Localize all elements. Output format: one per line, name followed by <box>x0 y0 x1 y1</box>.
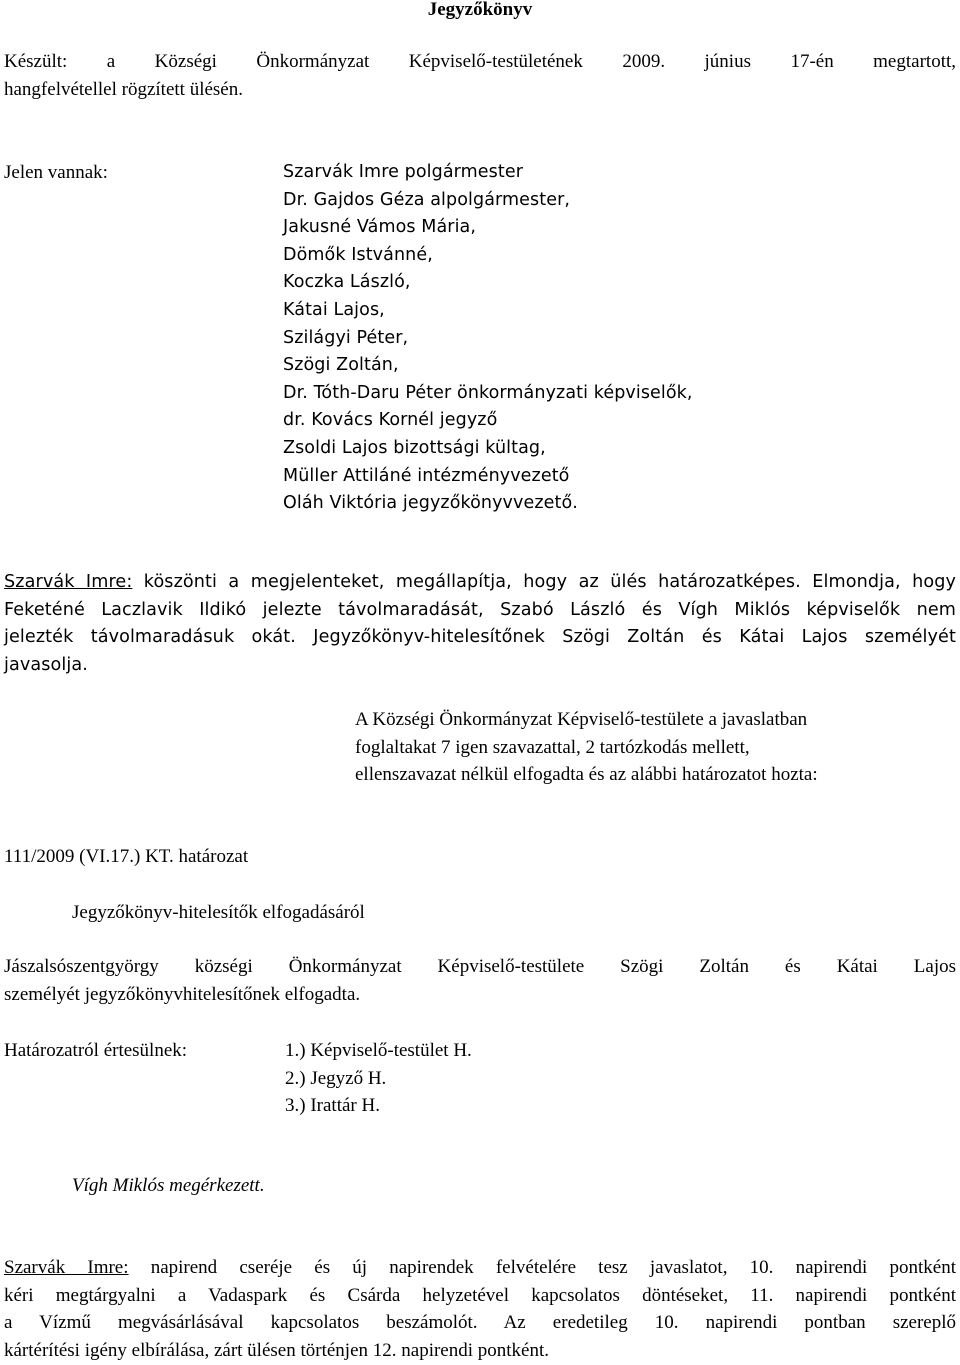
notified-list <box>285 1037 472 1120</box>
attendee-item: Zsoldi Lajos bizottsági kültag, <box>283 437 546 458</box>
decision-line: foglaltakat 7 igen szavazattal, 2 tartózkodás mellett, <box>355 736 750 758</box>
resolution-number: 111/2009 (VI.17.) KT. határozat <box>4 846 249 867</box>
attendee-item: dr. Kovács Kornél jegyző <box>283 410 498 431</box>
opening-line: javasolja. <box>4 655 88 676</box>
agenda-line: a Vízmű megvásárlásával kapcsolatos beszámolót. Az eredetileg 10. napirendi pontban szereplő <box>4 1312 956 1334</box>
opening-text: köszönti a megjelenteket, megállapítja, hogy az ülés határozatképes. Elmondja, hogy <box>132 572 956 592</box>
opening-line: Feketéné Laczlavik Ildikó jelezte távolmaradását, Szabó László és Vígh Miklós képviselők nem <box>4 599 956 620</box>
opening-paragraph <box>4 569 956 680</box>
resolution-line: Jászalsószentgyörgy községi Önkormányzat Képviselő-testülete Szögi Zoltán és Kátai Lajos <box>4 956 956 977</box>
attendee-item: Jakusné Vámos Mária, <box>283 217 477 238</box>
attendee-item: Dömők Istvánné, <box>283 244 433 265</box>
attendee-item: Szarvák Imre polgármester <box>283 162 523 182</box>
notified-item: 3.) Irattár H. <box>285 1095 380 1117</box>
notified-label: Határozatról értesülnek: <box>4 1040 188 1061</box>
attendee-item: Szögi Zoltán, <box>283 355 399 376</box>
agenda-paragraph <box>4 1254 956 1365</box>
decision-intro <box>355 706 818 789</box>
decision-line: A Községi Önkormányzat Képviselő-testülete a javaslatban <box>355 709 808 730</box>
opening-line <box>4 569 956 597</box>
attendee-item: Dr. Gajdos Géza alpolgármester, <box>283 189 571 210</box>
resolution-line: személyét jegyzőkönyvhitelesítőnek elfogadta. <box>4 983 361 1005</box>
agenda-line: kártérítési igény elbírálása, zárt ülésen történjen 12. napirendi pontként. <box>4 1340 549 1362</box>
speaker-name: Szarvák Imre: <box>4 1257 129 1278</box>
intro-paragraph <box>4 48 956 103</box>
attendee-item: Koczka László, <box>283 272 411 293</box>
intro-line: Készült: a Községi Önkormányzat Képviselő-testületének 2009. június 17-én megtartott, <box>4 51 956 72</box>
resolution-text <box>4 953 956 1008</box>
opening-line: jelezték távolmaradásuk okát. Jegyzőkönyv-hitelesítőnek Szögi Zoltán és Kátai Lajos személyét <box>4 627 956 648</box>
attendee-item: Oláh Viktória jegyzőkönyvvezető. <box>283 493 578 514</box>
agenda-line: kéri megtárgyalni a Vadaspark és Csárda helyzetével kapcsolatos döntéseket, 11. napirendi pontként <box>4 1284 956 1306</box>
resolution-subject: Jegyzőkönyv-hitelesítők elfogadásáról <box>72 902 365 923</box>
attendee-item: Dr. Tóth-Daru Péter önkormányzati képviselők, <box>283 382 693 403</box>
arrival-note: Vígh Miklós megérkezett. <box>72 1175 265 1196</box>
attendee-item: Müller Attiláné intézményvezető <box>283 465 570 486</box>
agenda-text: napirend cseréje és új napirendek felvételére tesz javaslatot, 10. napirendi pontként <box>128 1257 956 1278</box>
attendees-list <box>283 159 693 518</box>
speaker-name: Szarvák Imre: <box>4 572 133 592</box>
document-title: Jegyzőkönyv <box>427 0 533 20</box>
attendee-item: Kátai Lajos, <box>283 299 385 320</box>
attendee-item: Szilágyi Péter, <box>283 327 409 348</box>
agenda-line <box>4 1254 956 1282</box>
notified-item: 2.) Jegyző H. <box>285 1067 387 1089</box>
decision-line: ellenszavazat nélkül elfogadta és az alábbi határozatot hozta: <box>355 764 818 785</box>
intro-line: hangfelvétellel rögzített ülésén. <box>4 78 243 100</box>
notified-item: 1.) Képviselő-testület H. <box>285 1040 472 1061</box>
attendees-label: Jelen vannak: <box>4 162 108 183</box>
